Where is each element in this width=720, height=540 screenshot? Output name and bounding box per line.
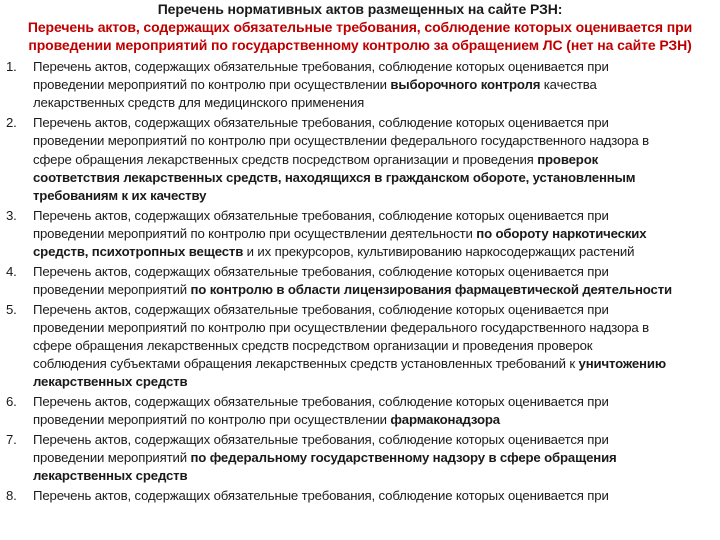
emphasized-text: фармаконадзора <box>390 412 500 428</box>
page-subtitle: Перечень актов, содержащих обязательные требования, соблюдение которых оценивается при проведении мероприятий по государственному контролю за обращением ЛС (нет на сайте РЗН) <box>27 19 693 53</box>
emphasized-text: по федеральному государственному надзору в сфере обращения <box>190 450 617 466</box>
acts-list <box>0 58 720 505</box>
list-item-line: сфере обращения лекарственных средств посредством организации и проведения проверок <box>33 338 593 354</box>
list-item <box>0 301 720 392</box>
list-item <box>0 263 720 299</box>
emphasized-text: по контролю в области лицензирования фармацевтической деятельности <box>190 281 672 297</box>
list-item <box>0 431 720 486</box>
list-item-number: 7. <box>6 432 17 448</box>
emphasized-text: соответствия лекарственных средств, находящихся в гражданском обороте, установленным <box>33 169 636 185</box>
list-item-number: 5. <box>6 301 17 317</box>
list-item-line: проведении мероприятий по контролю при осуществлении выборочного контроля качества <box>33 77 597 93</box>
page-title: Перечень нормативных актов размещенных на сайте РЗН: <box>157 1 563 17</box>
emphasized-text: выборочного контроля <box>390 77 541 93</box>
list-item-number: 4. <box>6 263 17 279</box>
list-item-line: Перечень актов, содержащих обязательные требования, соблюдение которых оценивается при <box>33 488 609 504</box>
list-item-line: средств, психотропных веществ и их прекурсоров, культивированию наркосодержащих растений <box>33 244 635 260</box>
list-item-number: 2. <box>6 115 17 131</box>
emphasized-text: по обороту наркотических <box>476 225 647 241</box>
document-header <box>0 0 720 54</box>
emphasized-text: уничтожению <box>578 356 666 372</box>
list-item-line: Перечень актов, содержащих обязательные требования, соблюдение которых оценивается при <box>33 59 609 74</box>
list-item-line: Перечень актов, содержащих обязательные требования, соблюдение которых оценивается при <box>33 115 609 131</box>
list-item-line <box>33 169 718 187</box>
list-item-line: проведении мероприятий по контролю при осуществлении федерального государственного надзора в <box>33 133 649 149</box>
list-item-line: проведении мероприятий по контролю при осуществлении федерального государственного надзора в <box>33 319 649 335</box>
list-item-line: соблюдения субъектами обращения лекарственных средств установленных требований к уничтожению <box>33 356 666 372</box>
list-item-line: Перечень актов, содержащих обязательные требования, соблюдение которых оценивается при <box>33 394 609 410</box>
list-item <box>0 487 720 505</box>
list-item-line: проведении мероприятий по контролю при осуществлении деятельности по обороту наркотических <box>33 225 647 241</box>
list-item-line: проведении мероприятий по федеральному государственному надзору в сфере обращения <box>33 450 617 466</box>
list-item-line: лекарственных средств для медицинского применения <box>33 95 365 111</box>
list-item-number: 6. <box>6 394 17 410</box>
emphasized-text: средств, психотропных веществ <box>33 244 244 260</box>
list-item-line: сфере обращения лекарственных средств посредством организации и проведения проверок <box>33 151 599 167</box>
list-item-line <box>33 467 718 485</box>
list-item-number: 1. <box>6 59 17 74</box>
list-item <box>0 207 720 262</box>
list-item-line: проведении мероприятий по контролю при осуществлении фармаконадзора <box>33 412 500 428</box>
emphasized-text: требованиям к их качеству <box>33 187 207 203</box>
list-item-line: проведении мероприятий по контролю в области лицензирования фармацевтической деятельности <box>33 281 672 297</box>
list-item <box>0 393 720 429</box>
list-item-number: 3. <box>6 207 17 223</box>
list-item-line <box>33 373 718 391</box>
emphasized-text: проверок <box>537 151 599 167</box>
list-item-line: Перечень актов, содержащих обязательные требования, соблюдение которых оценивается при <box>33 301 609 317</box>
list-item <box>0 114 720 205</box>
emphasized-text: лекарственных средств <box>33 374 188 390</box>
emphasized-text: лекарственных средств <box>33 468 188 484</box>
list-item-line: Перечень актов, содержащих обязательные требования, соблюдение которых оценивается при <box>33 432 609 448</box>
list-item-line: Перечень актов, содержащих обязательные требования, соблюдение которых оценивается при <box>33 263 609 279</box>
list-item-line <box>33 187 718 205</box>
list-item <box>0 58 720 113</box>
list-item-line: Перечень актов, содержащих обязательные требования, соблюдение которых оценивается при <box>33 207 609 223</box>
list-item-number: 8. <box>6 488 17 504</box>
